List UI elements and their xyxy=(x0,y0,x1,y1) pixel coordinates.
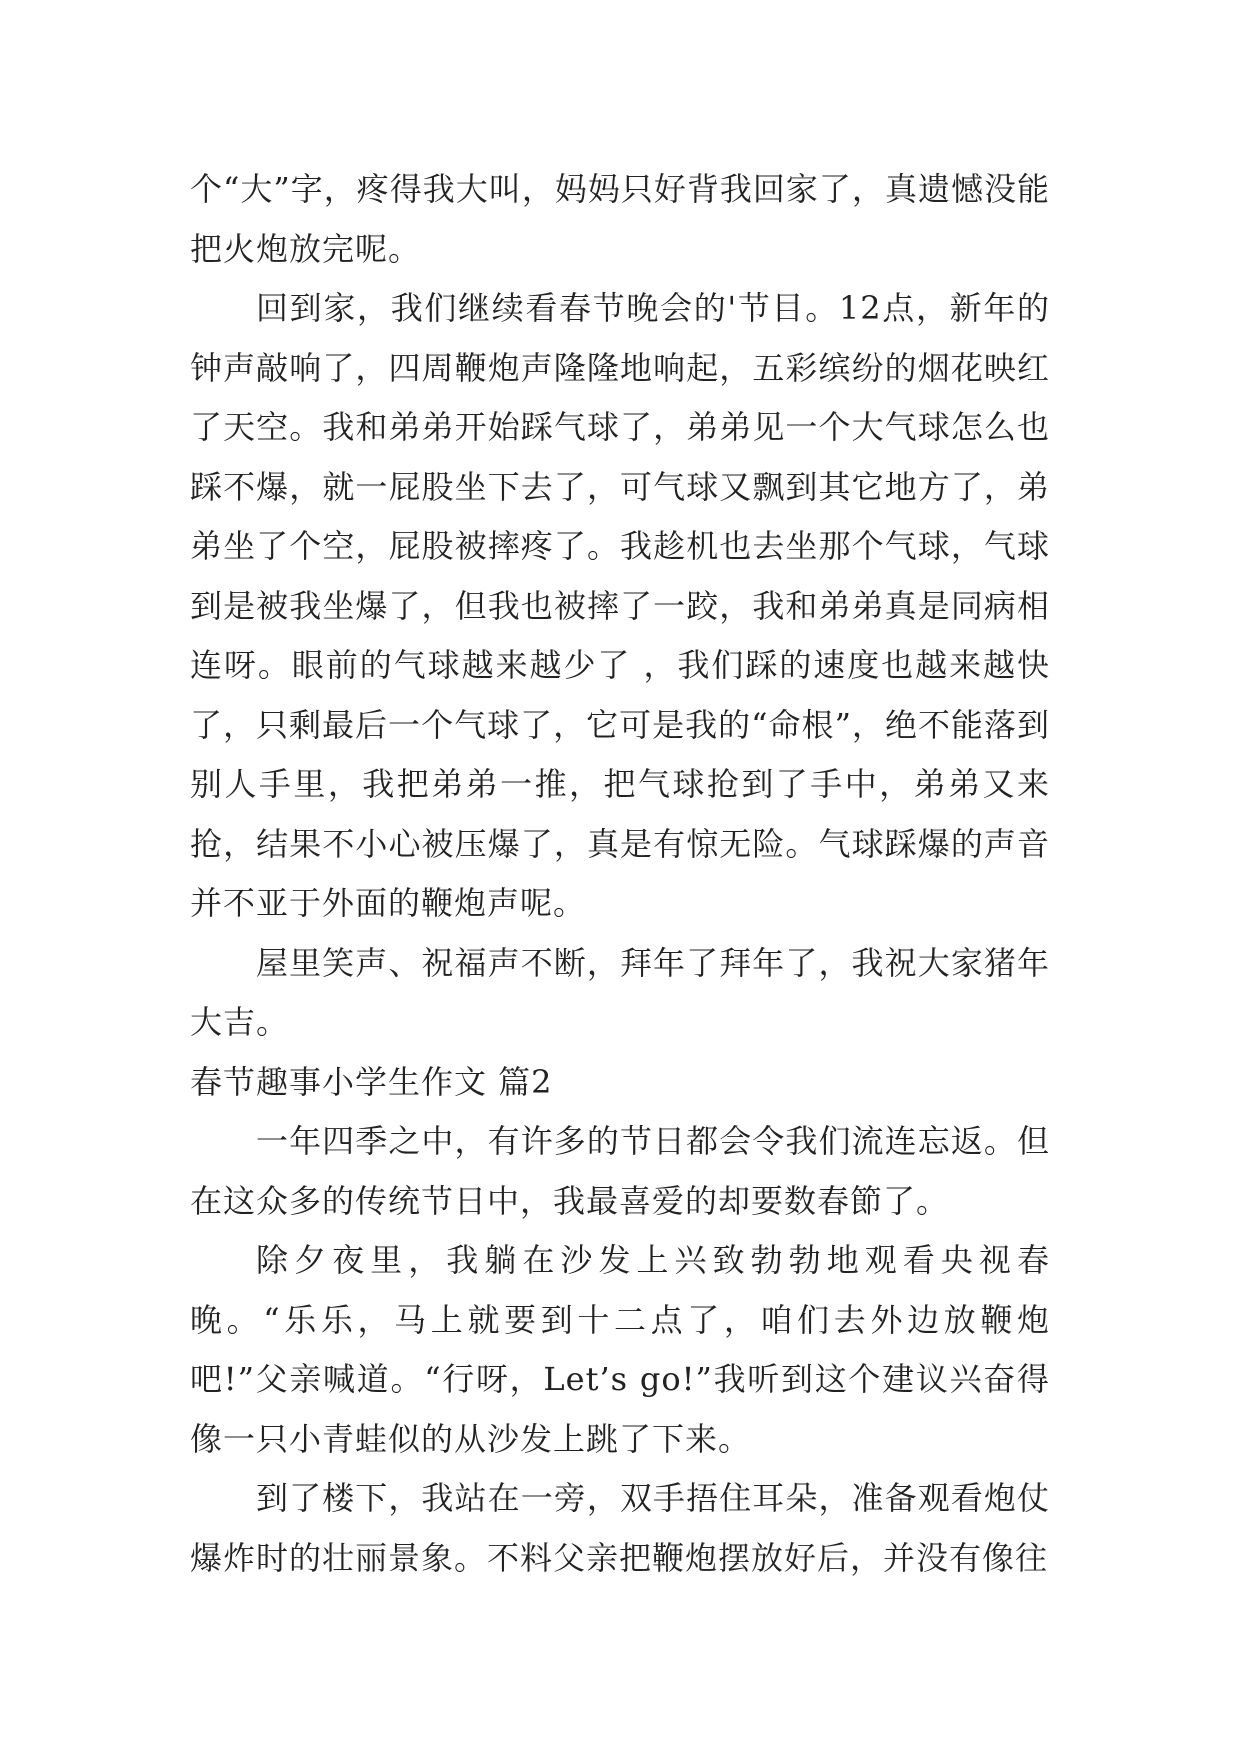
paragraph-favorite-festival: 一年四季之中，有许多的节日都会令我们流连忘返。但在这众多的传统节日中，我最喜爱的却要数春節了。 xyxy=(190,1122,1050,1220)
paragraph-new-years-eve: 除夕夜里，我躺在沙发上兴致勃勃地观看央视春晚。“乐乐，马上就要到十二点了，咱们去外边放鞭炮吧!”父亲喊道。“行呀，Let’s go!”我听到这个建议兴奋得像一只小青蛙似的从沙发上跳了下来。 xyxy=(190,1241,1050,1458)
paragraph-new-year-balloons: 回到家，我们继续看春节晚会的'节目。12点，新年的钟声敲响了，四周鞭炮声隆隆地响起，五彩缤纷的烟花映红了天空。我和弟弟开始踩气球了，弟弟见一个大气球怎么也踩不爆，就一屁股坐下去了，可气球又飘到其它地方了，弟弟坐了个空，屁股被摔疼了。我趁机也去坐那个气球，气球到是被我坐爆了，但我也被摔了一跤，我和弟弟真是同病相连呀。眼前的气球越来越少了 ，我们踩的速度也越来越快了，只剩最后一个气球了，它可是我的“命根”，绝不能落到别人手里，我把弟弟一推，把气球抢到了手中，弟弟又来抢，结果不小心被压爆了，真是有惊无险。气球踩爆的声音并不亚于外面的鞭炮声呢。 xyxy=(190,289,1050,922)
section-heading: 春节趣事小学生作文 篇2 xyxy=(190,1062,553,1101)
document-body xyxy=(190,160,1050,1588)
paragraph-continuation: 个“大”字，疼得我大叫，妈妈只好背我回家了，真遗憾没能把火炮放完呢。 xyxy=(190,170,1050,268)
paragraph-blessing: 屋里笑声、祝福声不断，拜年了拜年了，我祝大家猪年大吉。 xyxy=(190,943,1050,1041)
paragraph-firecrackers: 到了楼下，我站在一旁，双手捂住耳朵，准备观看炮仗爆炸时的壮丽景象。不料父亲把鞭炮摆放好后，并没有像往 xyxy=(190,1479,1050,1577)
